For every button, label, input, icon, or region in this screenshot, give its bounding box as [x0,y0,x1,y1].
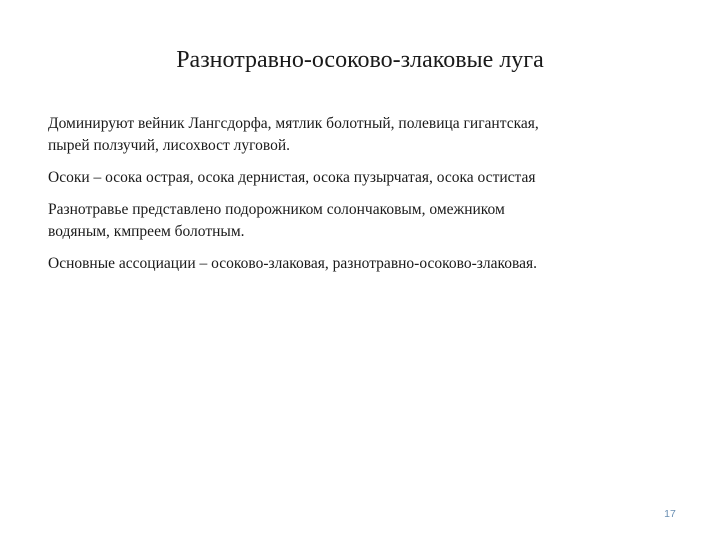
paragraph-line: Доминируют вейник Лангсдорфа, мятлик болотный, полевица гигантская, [48,115,539,132]
paragraph-line: Осоки – осока острая, осока дернистая, осока пузырчатая, осока остистая [48,169,536,186]
paragraph-sedges [48,167,678,189]
paragraph-line: Разнотравье представлено подорожником солончаковым, омежником [48,201,505,218]
slide-title: Разнотравно-осоково-злаковые луга [176,47,544,73]
paragraph-forbs [48,199,678,243]
paragraph-associations [48,253,678,275]
page-number: 17 [664,508,676,520]
paragraph-line: Основные ассоциации – осоково-злаковая, разнотравно-осоково-злаковая. [48,255,537,272]
paragraph-dominants [48,113,678,157]
paragraph-line: пырей ползучий, лисохвост луговой. [48,137,291,154]
paragraph-line: водяным, кмпреем болотным. [48,223,245,240]
slide-body [48,113,678,285]
